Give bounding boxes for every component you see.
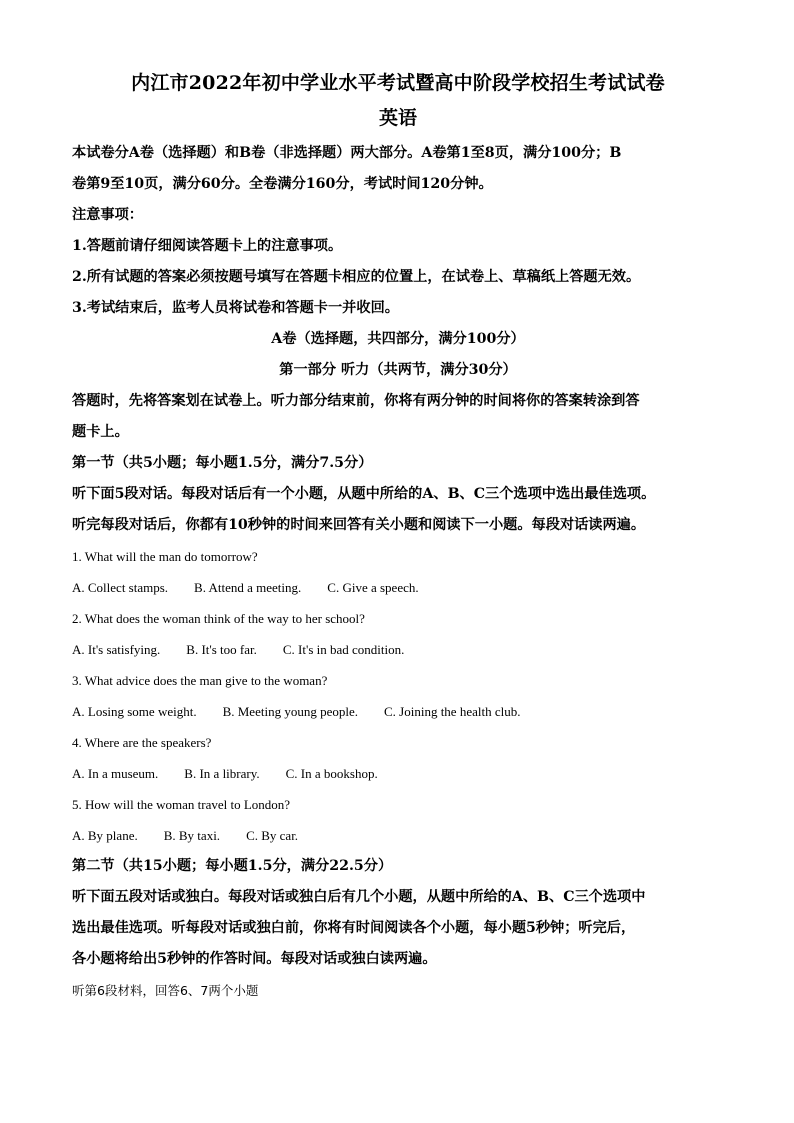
question-2: 2. What does the woman think of the way to her school? <box>72 611 365 626</box>
section-2-instruction-line-1: 听下面五段对话或独白。每段对话或独白后有几个小题，从题中所给的A、B、C三个选项中 <box>72 889 646 905</box>
question-3-options <box>72 696 724 727</box>
question-4: 4. Where are the speakers? <box>72 735 212 750</box>
question-5: 5. How will the woman travel to London? <box>72 797 291 812</box>
option-a: A. Collect stamps. <box>72 580 169 595</box>
option-c: C. It's in bad condition. <box>282 642 405 657</box>
listening-section-heading: 第一部分 听力（共两节，满分30分） <box>279 362 517 378</box>
option-b: B. It's too far. <box>186 642 257 657</box>
section-2-instruction-line-2: 选出最佳选项。听每段对话或独白前，你将有时间阅读各个小题，每小题5秒钟；听完后， <box>72 920 636 936</box>
question-3: 3. What advice does the man give to the woman? <box>72 673 328 688</box>
option-b: B. By taxi. <box>163 828 221 843</box>
part-a-heading: A卷（选择题，共四部分，满分100分） <box>271 331 525 347</box>
note-item-1: 1.答题前请仔细阅读答题卡上的注意事项。 <box>72 238 343 254</box>
notes-heading: 注意事项： <box>72 207 143 223</box>
question-4-options <box>72 758 724 789</box>
option-a: A. By plane. <box>72 828 138 843</box>
option-a: A. In a museum. <box>72 766 159 781</box>
section-2-instruction-line-3: 各小题将给出5秒钟的作答时间。每段对话或独白读两遍。 <box>72 951 437 967</box>
note-item-3: 3.考试结束后，监考人员将试卷和答题卡一并收回。 <box>72 300 399 316</box>
listening-instruction-line-1: 答题时，先将答案划在试卷上。听力部分结束前，你将有两分钟的时间将你的答案转涂到答 <box>72 393 640 409</box>
option-c: C. Joining the health club. <box>383 704 521 719</box>
option-a: A. It's satisfying. <box>72 642 161 657</box>
question-5-options <box>72 820 724 851</box>
exam-page <box>72 68 724 1007</box>
option-c: C. In a bookshop. <box>285 766 378 781</box>
option-b: B. Meeting young people. <box>222 704 358 719</box>
intro-line-1: 本试卷分A卷（选择题）和B卷（非选择题）两大部分。A卷第1至8页，满分100分；B <box>72 145 622 161</box>
question-1: 1. What will the man do tomorrow? <box>72 549 258 564</box>
intro-line-2: 卷第9至10页，满分60分。全卷满分160分，考试时间120分钟。 <box>72 176 493 192</box>
question-1-options <box>72 572 724 603</box>
section-1-instruction-line-2: 听完每段对话后，你都有10秒钟的时间来回答有关小题和阅读下一小题。每段对话读两遍。 <box>72 517 646 533</box>
subject-title: 英语 <box>378 107 417 129</box>
option-c: C. Give a speech. <box>327 580 419 595</box>
section-1-heading: 第一节（共5小题；每小题1.5分，满分7.5分） <box>72 455 373 471</box>
section-2-heading: 第二节（共15小题；每小题1.5分，满分22.5分） <box>72 858 393 874</box>
option-b: B. In a library. <box>184 766 260 781</box>
exam-title: 内江市2022年初中学业水平考试暨高中阶段学校招生考试试卷 <box>131 72 665 94</box>
material-6-prompt: 听第6段材料，回答6、7两个小题 <box>72 983 259 998</box>
option-a: A. Losing some weight. <box>72 704 197 719</box>
question-2-options <box>72 634 724 665</box>
note-item-2: 2.所有试题的答案必须按题号填写在答题卡相应的位置上，在试卷上、草稿纸上答题无效。 <box>72 269 641 285</box>
option-c: C. By car. <box>246 828 299 843</box>
section-1-instruction-line-1: 听下面5段对话。每段对话后有一个小题，从题中所给的A、B、C三个选项中选出最佳选项。 <box>72 486 656 502</box>
option-b: B. Attend a meeting. <box>194 580 302 595</box>
listening-instruction-line-2: 题卡上。 <box>72 424 129 440</box>
